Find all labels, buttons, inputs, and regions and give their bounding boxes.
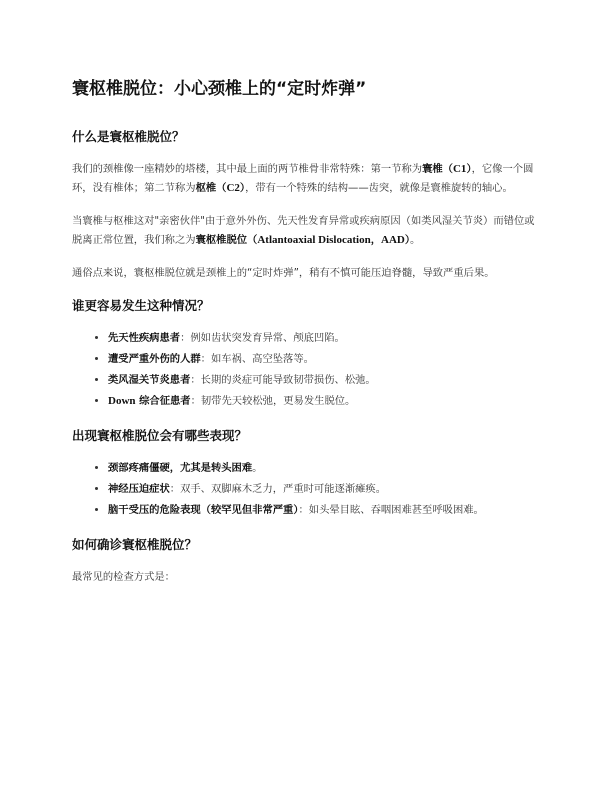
section-heading: 谁更容易发生这种情况？: [72, 298, 210, 313]
list-item: [108, 459, 540, 478]
paragraph-aad-definition: [72, 212, 540, 250]
symptom-list: [72, 459, 540, 520]
item-text: ：长期的炎症可能导致韧带损伤、松弛。: [190, 374, 376, 386]
list-item: [108, 480, 540, 499]
bold-term-aad: 寰枢椎脱位（Atlantoaxial Dislocation，AAD）: [195, 234, 411, 246]
section-risk-groups: [72, 297, 540, 411]
code-c1: C1: [452, 163, 467, 175]
text: 当寰椎与枢椎这对"亲密伙伴"由于意外外伤、先天性发育异常或疾病原因（如类风湿关节炎）而错位或脱离正常位置，我们称之为: [72, 215, 535, 246]
section-heading: 出现寰枢椎脱位会有哪些表现？: [72, 428, 248, 443]
text: ，带有一个特殊的结构——齿突，就像是寰椎旋转的轴心。: [245, 182, 513, 194]
bold-term-axis: 枢椎（C2）: [195, 182, 246, 194]
list-item: [108, 350, 540, 369]
english-term: Atlantoaxial Dislocation: [257, 234, 371, 246]
list-item: [108, 371, 540, 390]
text: ，它像一个圆环，没有椎体；第二节称为: [72, 163, 534, 194]
section-diagnosis: [72, 536, 540, 587]
list-item: [108, 501, 540, 520]
item-text: ：例如齿状突发育异常、颅底凹陷。: [180, 332, 345, 344]
paragraph-diagnosis-intro: 最常见的检查方式是：: [72, 571, 175, 583]
item-text: ：双手、双脚麻木乏力，严重时可能逐渐瘫痪。: [169, 483, 387, 495]
item-label: 神经压迫症状: [108, 483, 170, 495]
item-label: 类风湿关节炎患者: [108, 374, 191, 386]
item-label: 遭受严重外伤的人群: [108, 353, 201, 365]
section-what-is-aad: [72, 128, 540, 283]
item-label: 脑干受压的危险表现（较罕见但非常严重）: [108, 504, 299, 516]
text: 我们的颈椎像一座精妙的塔楼，其中最上面的两节椎骨非常特殊：第一节称为: [72, 163, 423, 175]
paragraph-vertebrae-intro: [72, 160, 540, 198]
list-item: [108, 329, 540, 348]
paragraph-analogy: 通俗点来说，寰枢椎脱位就是颈椎上的“定时炸弹”，稍有不慎可能压迫脊髓，导致严重后果。: [72, 267, 495, 279]
abbreviation: AAD: [381, 234, 405, 246]
item-text: ：如车祸、高空坠落等。: [200, 353, 314, 365]
item-text: ：如头晕目眩、吞咽困难甚至呼吸困难。: [298, 504, 484, 516]
item-label: Down 综合征患者: [108, 395, 191, 407]
item-text: ：韧带先天较松弛，更易发生脱位。: [190, 395, 356, 407]
code-c2: C2: [226, 182, 240, 194]
item-label: 先天性疾病患者: [108, 332, 181, 344]
bold-term-atlas: 寰椎（C1）: [422, 163, 472, 175]
section-symptoms: [72, 427, 540, 520]
item-label: 颈部疼痛僵硬，尤其是转头困难: [108, 462, 253, 474]
section-heading: 什么是寰枢椎脱位？: [72, 129, 185, 144]
section-heading: 如何确诊寰枢椎脱位？: [72, 537, 198, 552]
page-title: 寰枢椎脱位：小心颈椎上的“定时炸弹”: [72, 79, 367, 99]
list-item: [108, 392, 540, 411]
risk-group-list: [72, 329, 540, 411]
text: 。: [410, 234, 421, 246]
item-text: 。: [252, 462, 263, 474]
